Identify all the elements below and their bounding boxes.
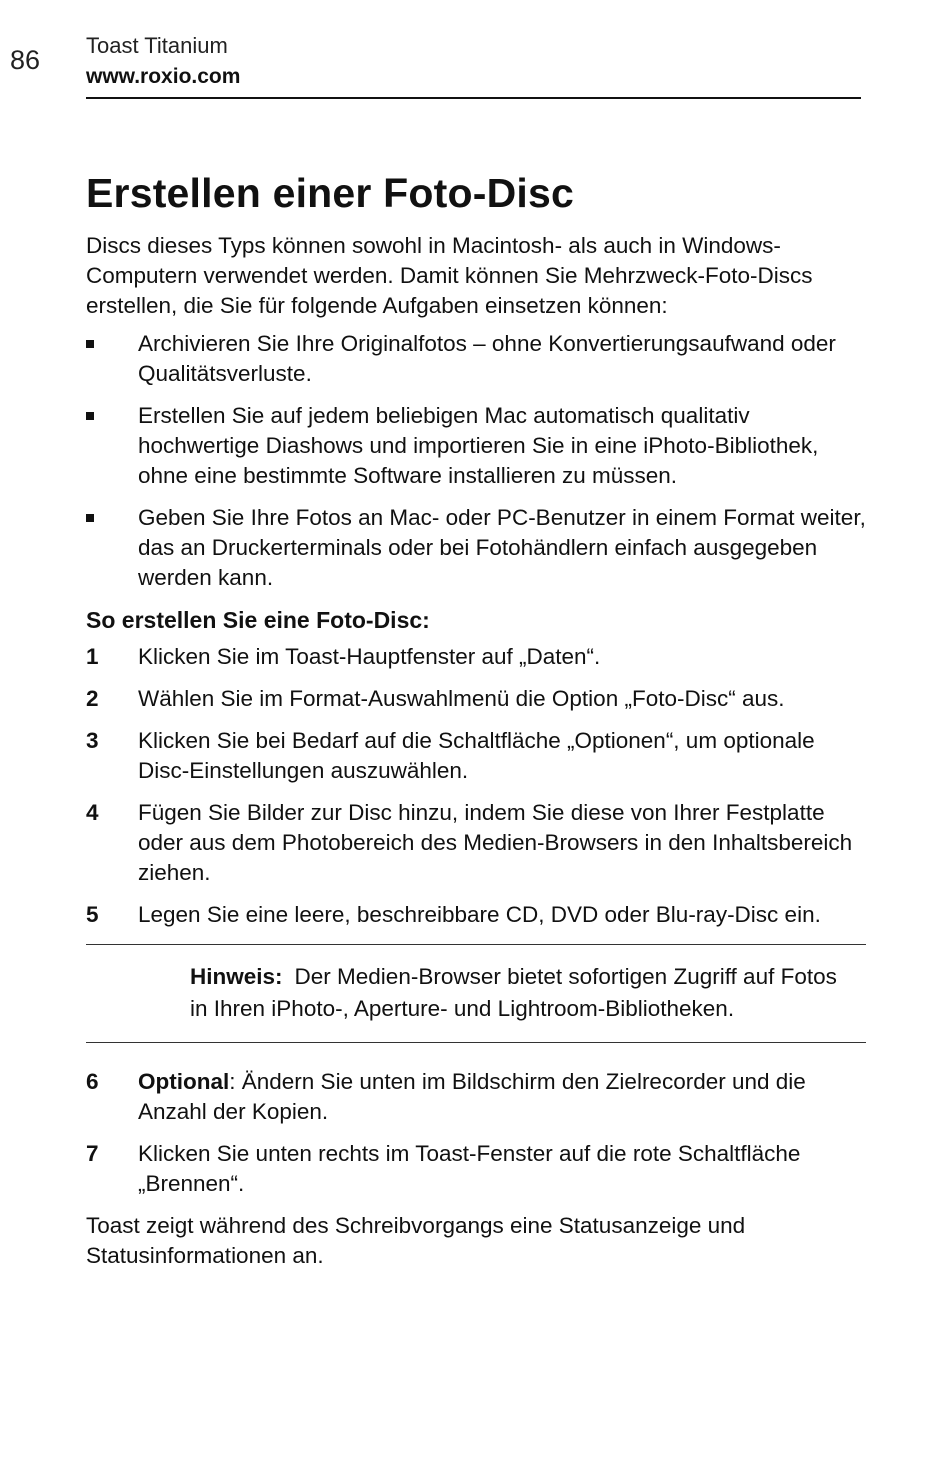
closing-paragraph: Toast zeigt während des Schreibvorgangs eine Statusanzeige und Statusinformationen an. [86,1213,746,1268]
bullet-icon [86,340,94,348]
list-item-text: Archivieren Sie Ihre Originalfotos – ohne Konvertierungsaufwand oder Qualitätsverluste. [138,331,836,386]
step-text: : Ändern Sie unten im Bildschirm den Zielrecorder und die Anzahl der Kopien. [138,1069,806,1124]
intro-paragraph: Discs dieses Typs können sowohl in Macintosh- als auch in Windows-Computern verwendet werden. Damit können Sie Mehrzweck-Foto-Discs erstellen, die Sie für folgende Aufgaben einsetzen können: [86,233,813,318]
header-url: www.roxio.com [86,65,241,88]
step-number: 7 [86,1141,99,1166]
note-paragraph [190,961,846,1025]
step-number: 3 [86,728,99,753]
bullet-icon [86,514,94,522]
step-item [86,684,866,714]
step-number: 4 [86,800,99,825]
step-number: 6 [86,1069,99,1094]
step-item [86,642,866,672]
steps-list-continued [86,1067,866,1199]
note-box [86,944,866,1043]
step-number: 2 [86,686,99,711]
steps-list [86,642,866,930]
step-text: Fügen Sie Bilder zur Disc hinzu, indem Sie diese von Ihrer Festplatte oder aus dem Photobereich des Medien-Browsers in den Inhaltsbereich ziehen. [138,800,853,885]
header-rule [86,97,861,99]
step-text: Klicken Sie im Toast-Hauptfenster auf „Daten“. [138,644,601,669]
step-number: 5 [86,902,99,927]
section-title: Erstellen einer Foto-Disc [86,170,575,216]
step-number: 1 [86,644,99,669]
feature-list [86,329,866,593]
step-item [86,1067,866,1127]
list-item [86,503,866,593]
step-text: Klicken Sie bei Bedarf auf die Schaltfläche „Optionen“, um optionale Disc-Einstellungen auszuwählen. [138,728,815,783]
bullet-icon [86,412,94,420]
header-title: Toast Titanium [86,33,228,58]
note-text: Der Medien-Browser bietet sofortigen Zugriff auf Fotos in Ihren iPhoto-, Aperture- und Lightroom-Bibliotheken. [190,964,837,1021]
list-item-text: Geben Sie Ihre Fotos an Mac- oder PC-Benutzer in einem Format weiter, das an Druckerterminals oder bei Fotohändlern einfach ausgegeben werden kann. [138,505,866,590]
step-item [86,900,866,930]
list-item [86,401,866,491]
page-number: 86 [10,45,41,75]
optional-label: Optional [138,1069,230,1094]
step-text: Klicken Sie unten rechts im Toast-Fenster auf die rote Schaltfläche „Brennen“. [138,1141,801,1196]
step-text: Wählen Sie im Format-Auswahlmenü die Option „Foto-Disc“ aus. [138,686,785,711]
step-item [86,798,866,888]
list-item-text: Erstellen Sie auf jedem beliebigen Mac automatisch qualitativ hochwertige Diashows und importieren Sie in eine iPhoto-Bibliothek, ohne eine bestimmte Software installieren zu müssen. [138,403,819,488]
step-text: Legen Sie eine leere, beschreibbare CD, DVD oder Blu-ray-Disc ein. [138,902,821,927]
note-label: Hinweis: [190,964,283,989]
page-content [86,170,866,1271]
step-item [86,1139,866,1199]
procedure-heading: So erstellen Sie eine Foto-Disc: [86,607,430,633]
list-item [86,329,866,389]
step-item [86,726,866,786]
